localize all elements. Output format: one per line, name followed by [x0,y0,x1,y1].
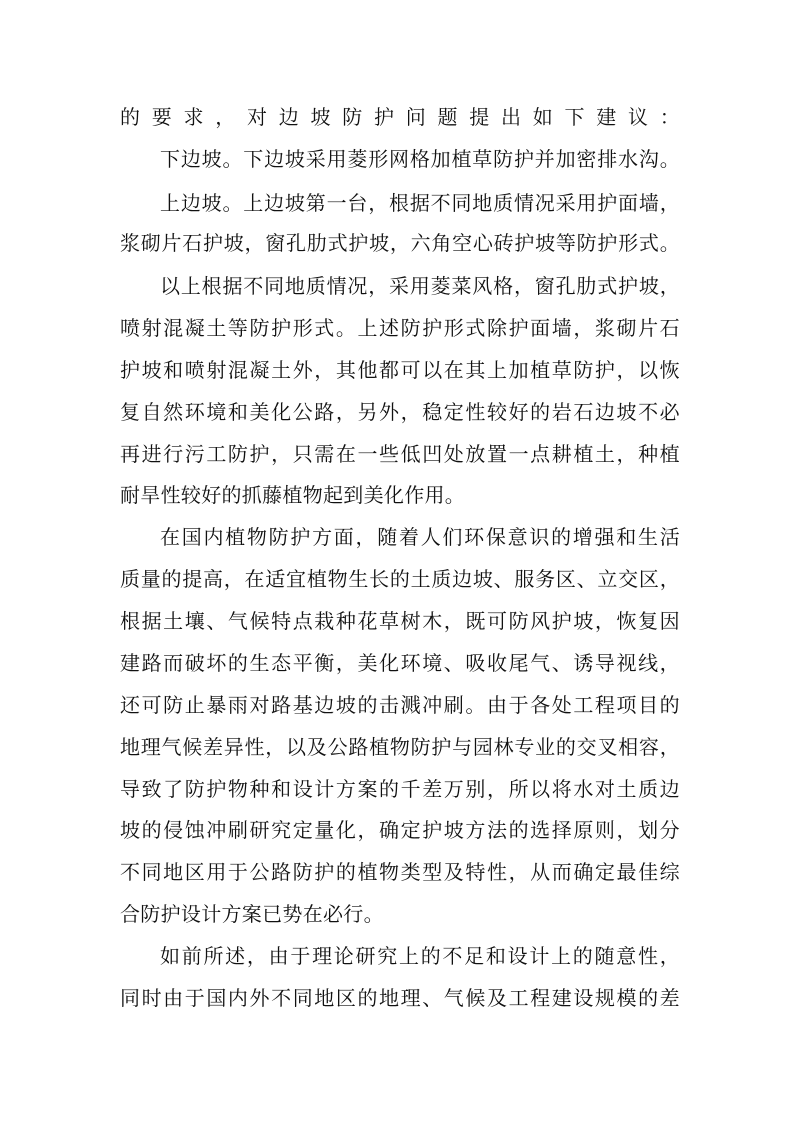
text-line: 如前所述，由于理论研究上的不足和设计上的随意性， [160,944,680,968]
text-line: 不同地区用于公路防护的植物类型及特性，从而确定最佳综 [120,860,680,884]
text-line: 质量的提高，在适宜植物生长的土质边坡、服务区、立交区， [120,567,680,591]
text-line: 下边坡。下边坡采用菱形网格加植草防护并加密排水沟。 [160,147,680,171]
text-line: 耐旱性较好的抓藤植物起到美化作用。 [120,483,466,507]
text-line: 护坡和喷射混凝土外，其他都可以在其上加植草防护，以恢 [120,358,680,382]
text-line: 再进行污工防护，只需在一些低凹处放置一点耕植土，种植 [120,442,680,466]
text-line: 以上根据不同地质情况，采用菱菜风格，窗孔肋式护坡， [160,274,680,298]
text-line: 根据土壤、气候特点栽种花草树木，既可防风护坡，恢复因 [120,609,680,633]
text-line: 地理气候差异性，以及公路植物防护与园林专业的交叉相容， [120,735,680,759]
text-line: 建路而破坏的生态平衡，美化环境、吸收尾气、诱导视线， [120,651,680,675]
text-line: 上边坡。上边坡第一台，根据不同地质情况采用护面墙， [160,191,680,215]
text-line: 还可防止暴雨对路基边坡的击溅冲刷。由于各处工程项目的 [120,693,680,717]
text-line: 复自然环境和美化公路，另外，稳定性较好的岩石边坡不必 [120,400,680,424]
text-line: 的要求，对边坡防护问题提出如下建议： [120,105,680,129]
text-line: 合防护设计方案已势在必行。 [120,902,384,926]
text-line: 同时由于国内外不同地区的地理、气候及工程建设规模的差 [120,986,680,1010]
text-line: 导致了防护物种和设计方案的千差万别，所以将水对土质边 [120,777,680,801]
text-line: 坡的侵蚀冲刷研究定量化，确定护坡方法的选择原则，划分 [120,818,680,842]
text-line: 浆砌片石护坡，窗孔肋式护坡，六角空心砖护坡等防护形式。 [120,231,680,255]
text-line: 在国内植物防护方面，随着人们环保意识的增强和生活 [160,525,680,549]
text-line: 喷射混凝土等防护形式。上述防护形式除护面墙，浆砌片石 [120,316,680,340]
